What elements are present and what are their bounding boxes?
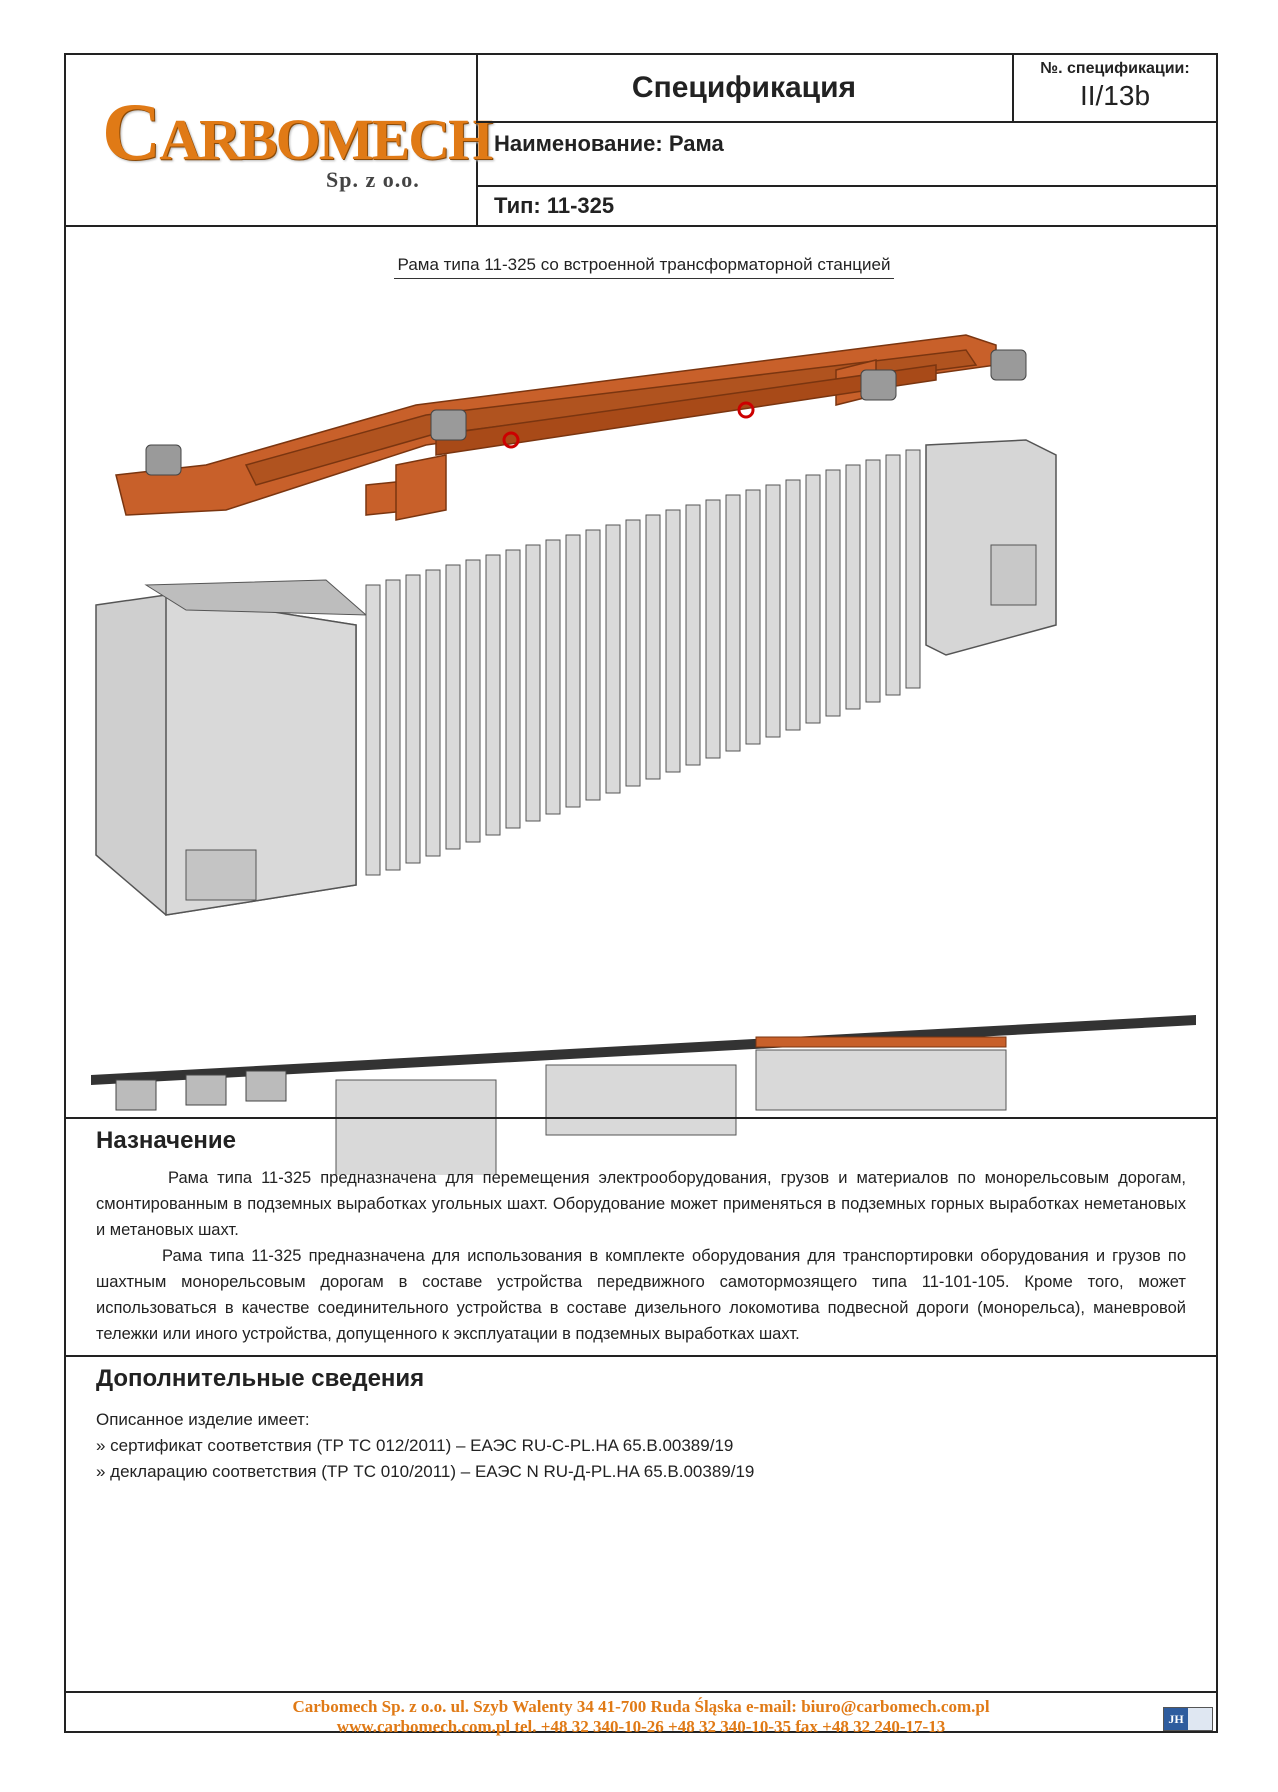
footer-address-line: Carbomech Sp. z o.o. ul. Szyb Walenty 34 41-700 Ruda Śląska e-mail: biuro@carbomech.com.pl — [292, 1697, 990, 1716]
equipment-car-2 — [546, 1065, 736, 1135]
image-caption: Рама типа 11-325 со встроенной трансформаторной станцией — [394, 255, 894, 279]
spec-number-label: №. спецификации: — [1040, 60, 1190, 77]
company-logo: CARBOMECH — [102, 86, 492, 177]
header-divider — [66, 225, 1216, 227]
equipment-car-3 — [756, 1037, 1006, 1110]
purpose-paragraph-2: Рама типа 11-325 предназначена для использования в комплекте оборудования для транспортировки оборудования и грузов по шахтным монорельсовым дорогам в составе устройства передвижного самотормозящего типа 11-101-105. Кроме того, может использоваться в качестве соединительного устройства в составе дизельного локомотива подвесной дороги (монорельса), маневровой тележки или иного устройства, допущенного к эксплуатации в подземных выработках шахт. — [96, 1247, 1186, 1343]
section-divider — [66, 1117, 1216, 1119]
footer-phone-line: www.carbomech.com.pl tel. +48 32 340-10-26 +48 32 340-10-35 fax +48 32 240-17-13 — [336, 1717, 946, 1736]
product-name: Наименование: Рама — [476, 121, 1218, 187]
logo-cell — [66, 55, 492, 225]
transformer-station — [96, 440, 1056, 915]
info-heading: Дополнительные сведения — [96, 1365, 425, 1392]
badge-seal-icon — [1188, 1708, 1212, 1730]
footer-divider — [66, 1691, 1216, 1693]
spec-number-cell — [1012, 55, 1218, 123]
purpose-paragraph-1: Рама типа 11-325 предназначена для перемещения электрооборудования, грузов и материалов по монорельсовым дорогам, смонтированным в подземных выработках угольных шахт. Оборудование может применяться в подземных горных выработках неметановых и метановых шахт. — [96, 1169, 1186, 1239]
spec-number-value: II/13b — [1079, 80, 1151, 111]
purpose-heading: Назначение — [96, 1127, 237, 1154]
monorail-train-illustration — [86, 1015, 1196, 1175]
product-type: Тип: 11-325 — [494, 193, 615, 218]
section-divider — [66, 1355, 1216, 1357]
orange-frame — [116, 335, 996, 520]
spec-sheet-frame — [64, 53, 1218, 1736]
document-title: Спецификация — [476, 55, 1014, 123]
certificate-item: » сертификат соответствия (ТР ТС 012/2011) – ЕАЭС RU-C-PL.HA 65.B.00389/19 — [96, 1436, 734, 1455]
logo-subtitle: Sp. z o.o. — [326, 167, 420, 192]
equipment-car-1 — [336, 1080, 496, 1175]
frame-with-transformer-illustration — [86, 295, 1196, 975]
badge-label: JH — [1164, 1708, 1188, 1730]
certification-badge — [1163, 1707, 1213, 1731]
info-intro: Описанное изделие имеет: — [96, 1410, 310, 1429]
declaration-item: » декларацию соответствия (ТР ТС 010/2011) – ЕАЭС N RU-Д-PL.HA 65.B.00389/19 — [96, 1462, 755, 1481]
footer-contacts — [66, 1697, 1216, 1737]
